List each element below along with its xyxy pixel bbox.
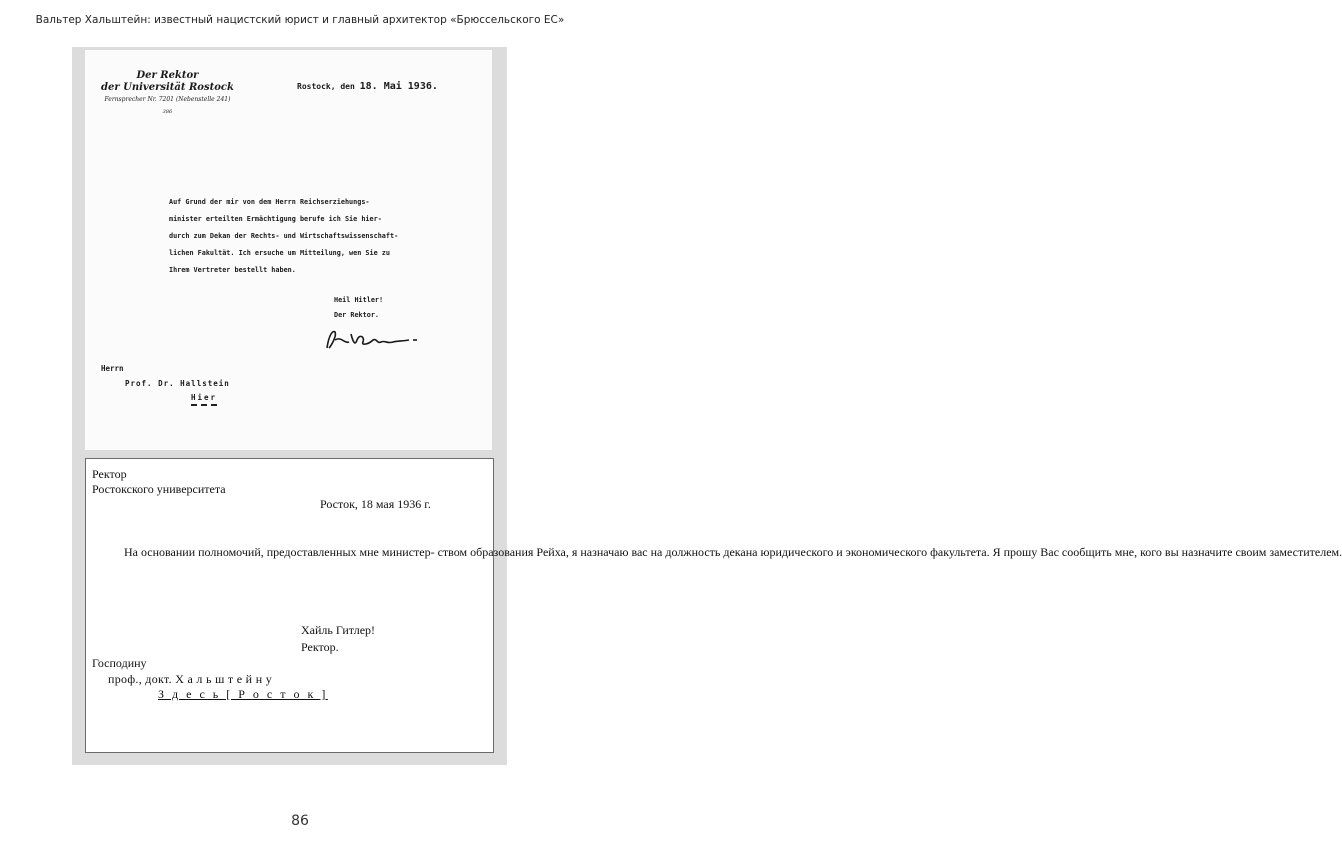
letter-date	[297, 81, 438, 92]
letter-body: Auf Grund der mir von dem Herrn Reichserziehungs- minister erteilten Ermächtigung berufe ich Sie hier- durch zum Dekan der Rechts- und Wirtschaftswissenschaft- lichen Fakultät. Ich ersuche um Mitteilung, wen Sie zu Ihrem Vertreter bestellt haben.	[169, 198, 399, 274]
address-line-1: Herrn	[101, 364, 124, 373]
letter-closing: Heil Hitler! Der Rektor.	[334, 296, 384, 319]
letterhead	[101, 70, 234, 118]
address-line-3: Hier	[191, 393, 217, 406]
translation-university: Ростокского университета	[92, 482, 226, 496]
translation-addressee: Господину	[92, 656, 147, 670]
translation-rector: Ректор	[92, 467, 127, 481]
translation-date: Росток, 18 мая 1936 г.	[320, 497, 431, 511]
translation-location: З д е с ь [ Р о с т о к ]	[158, 687, 328, 701]
page-number: 86	[291, 813, 309, 829]
translation-box	[85, 458, 1342, 753]
letterhead-line-2: der Universität Rostock	[101, 82, 234, 93]
running-header: Вальтер Хальштейн: известный нацистский юрист и главный архитектор «Брюссельского ЕС»	[35, 14, 565, 26]
address-line-2: Prof. Dr. Hallstein	[125, 379, 230, 388]
scanned-letter	[85, 50, 492, 450]
letterhead-phone: Fernsprecher Nr. 7201 (Nebenstelle 241)	[104, 96, 231, 103]
letter-date-prefix: Rostock, den	[297, 82, 355, 91]
translation-heil: Хайль Гитлер!	[301, 623, 376, 637]
handwritten-signature-icon	[321, 324, 431, 358]
translation-body: На основании полномочий, предоставленных мне министер- ством образования Рейха, я назначаю вас на должность декана юридического и экономического факультета. Я прошу Вас сообщить мне, кого вы назначите своим заместителем.	[124, 545, 1342, 559]
letterhead-line-1: Der Rektor	[136, 70, 199, 81]
letterhead-number: 386	[162, 109, 173, 115]
translation-name: проф., докт. Х а л ь ш т е й н у	[108, 672, 273, 686]
translation-signed: Ректор.	[301, 640, 339, 654]
letter-date-value: 18. Mai 1936.	[359, 81, 438, 92]
